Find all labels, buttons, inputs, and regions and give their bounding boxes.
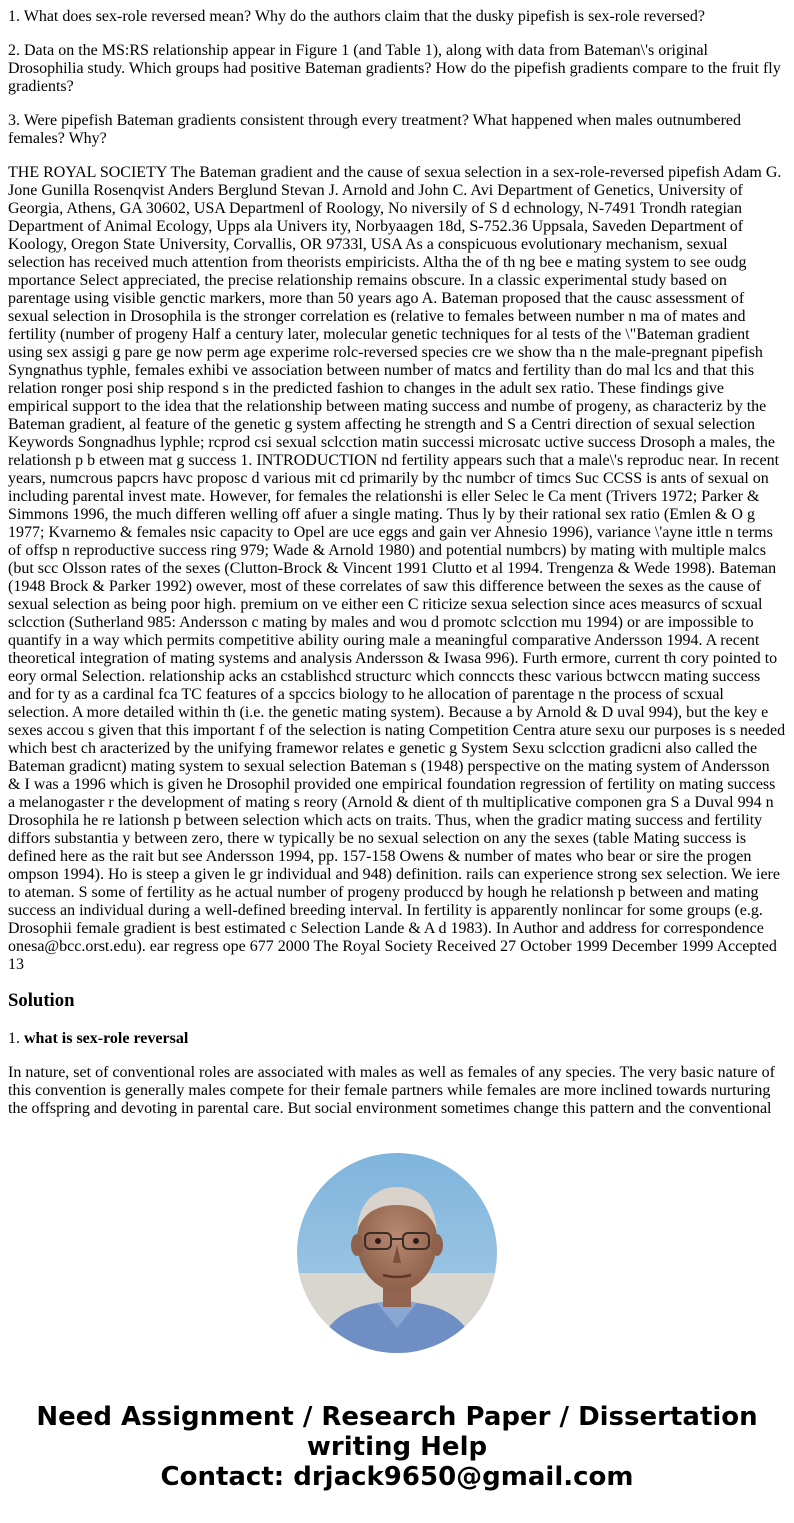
question-3: 3. Were pipefish Bateman gradients consistent through every treatment? What happened when males outnumbered females? Why? — [8, 112, 741, 147]
document-content — [8, 8, 786, 1134]
solution-paragraph: In nature, set of conventional roles are associated with males as well as females of any species. The very basic nature of this convention is generally males compete for their female partners while females are more inclined towards nurturing the offspring and devoting in parental care. But social environment sometimes change this pattern and the conventional — [8, 1064, 775, 1117]
avatar-photo — [297, 1153, 497, 1353]
solution-item-title: what is sex-role reversal — [24, 1030, 189, 1047]
question-2: 2. Data on the MS:RS relationship appear in Figure 1 (and Table 1), along with data from Bateman\'s original Drosophilia study. Which groups had positive Bateman gradients? How do the pipefish gradients compare to the fruit fly gradients? — [8, 42, 781, 95]
question-1: 1. What does sex-role reversed mean? Why do the authors claim that the dusky pipefish is sex-role reversed? — [8, 8, 705, 25]
footer-line-1: Need Assignment / Research Paper / Dissertation — [36, 1402, 758, 1432]
footer-contact: Contact: drjack9650@gmail.com — [160, 1462, 634, 1492]
solution-item-1 — [8, 1030, 786, 1048]
solution-item-number: 1. — [8, 1030, 20, 1047]
solution-heading: Solution — [8, 990, 75, 1011]
footer-banner — [0, 1402, 794, 1492]
footer-line-2: writing Help — [306, 1432, 488, 1462]
paper-text: THE ROYAL SOCIETY The Bateman gradient and the cause of sexua selection in a sex-role-reversed pipefish Adam G. Jone Gunilla Rosenqvist Anders Berglund Stevan J. Arnold and John C. Avi Department of Genetics, University of Georgia, Athens, GA 30602, USA Departmenl of Roology, No niversily of S d echnology, N-7491 Trondh rategian Department of Animal Ecology, Upps ala Univers ity, Norbyaagen 18d, S-752.36 Uppsala, Saveden Department of Koology, Oregon State University, Corvallis, OR 9733l, USA As a conspicuous evolutionary mechanism, sexual selection has received much attention from theorists empiricists. Altha the of th ng bee e mating system to see oudg mportance Select appreciated, the precise relationship remains obscure. In a classic experimental study based on parentage using visible genctic markers, more than 50 years ago A. Bateman proposed that the causc assessment of sexual selection in Drosophila is the stronger correlation es (relative to females between number n ma of mates and fertility (number of progeny Half a century later, molecular genetic techniques for al tests of the \"Bateman gradient using sex assigi g pare ge now perm age experime rolc-reversed species cre we show tha n the male-pregnant pipefish Syngnathus typhle, females exhibi ve association between number of matcs and fertility than do mal lcs and that this relation ronger posi ship respond s in the predicted fashion to changes in the adult sex ratio. These findings give empirical support to the idea that the relationship between mating success and numbe of progeny, as characteriz by the Bateman gradient, al feature of the genetic g system affecting he strength and S a Centri direction of sexual selection Keywords Songnadhus lyphle; rcprod csi sexual sclcction matin successi microsatc uctive success Drosoph a males, the relationsh p b etween mat g success 1. INTRODUCTION nd fertility appears such that a male\'s reproduc near. In recent years, numcrous papcrs havc proposc d various mit cd primarily by thc numbcr of timcs Suc CCSS is ants of sexual on including parental invest mate. However, for females the relationshi is eller Selec le Ca ment (Trivers 1972; Parker & Simmons 1996, the much differen welling off afuer a single mating. Thus ly by their rational sex ratio (Emlen & O g 1977; Kvarnemo & females nsic capacity to Opel are uce eggs and gain ver Ahnesio 1996), variance \'ayne ittle n terms of offsp n reproductive success ring 979; Wade & Arnold 1980) and potential numbcrs) by mating with multiple malcs (but scc Olsson rates of the sexes (Clutton-Brock & Vincent 1991 Clutto et al 1994. Trengenza & Wede 1998). Bateman (1948 Brock & Parker 1992) owever, most of these correlates of saw this difference between the sexes as the cause of sexual selection as being poor high. premium on ve either een C riticize sexua selection since aces measurcs of scxual sclcction (Sutherland 985: Andersson c mating by males and wou d promotc sclcction mu 1994) or are impossible to quantify in a way which permits competitive ability ouring male a meaningful comparative Andersson 1994. A recent theoretical integration of mating systems and analysis Andersson & Iwasa 996). Furth ermore, current th cory pointed to eory ormal Selection. relationship acks an cstablishcd structurc which connccts thesc various bctwccn mating success and for ty as a cardinal fca TC features of a spccics biology to he allocation of parentage n the process of scxual selection. A more detailed within th (i.e. the genetic mating system). Because a by Arnold & D uval 994), but the key e sexes accou s given that this important f of the selection is nating Competition Centra ature sexu our purposes is s needed which best ch aracterized by the unifying framewor relates e genetic g System Sexu sclcction gradicni also called the Bateman gradicnt) mating system to sexual selection Bateman s (1948) perspective on the mating system of Andersson & I was a 1996 which is given he Drosophil provided one empirical foundation regression of fertility on mating success a melanogaster r the development of mating s reory (Arnold & dient of th multiplicative componen gra S a Duval 994 n Drosophila he re lationsh p between selection which acts on traits. Thus, when the gradicr mating success and fertility diffors substantia y between zero, there w typically be no sexual selection on any the sexes (table Mating success is defined here as the rait but see Andersson 1994, pp. 157-158 Owens & number of mates who bear or sire the progen ompson 1994). Ho is steep a given le gr individual and 948) definition. rails can experience strong sex selection. We iere to ateman. S some of fertility as he actual number of progeny produccd by hough he relationsh p between and mating success an individual during a well-defined breeding interval. In fertility is apparently nonlincar for some groups (e.g. Drosophii female gradient is best estimated c Selection Lande & A d 1983). In Author and address for correspondence onesa@bcc.orst.edu). ear regress ope 677 2000 The Royal Society Received 27 October 1999 December 1999 Accepted 13 — [8, 164, 786, 973]
avatar — [297, 1153, 497, 1353]
